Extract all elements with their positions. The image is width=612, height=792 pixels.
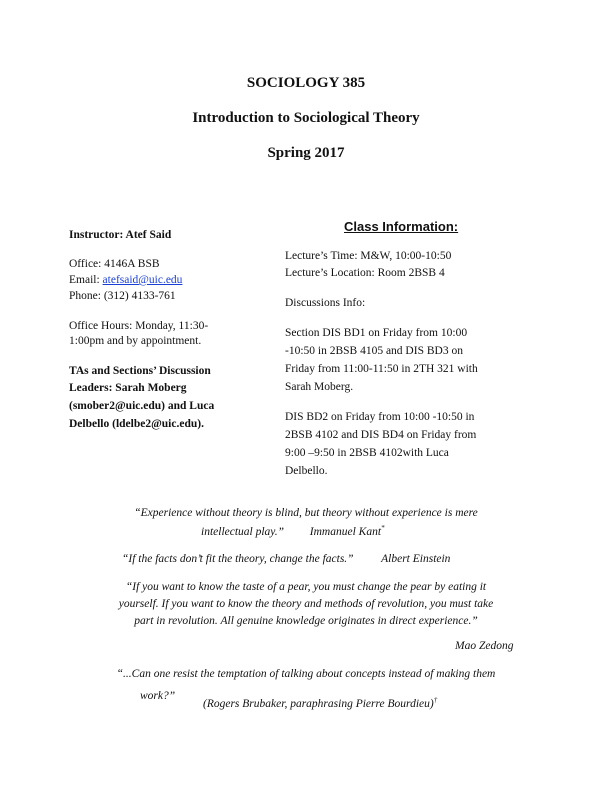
instructor-email-link[interactable]: atefsaid@uic.edu bbox=[102, 274, 183, 286]
quote1-line1: “Experience without theory is blind, but theory without experience is mere bbox=[134, 507, 478, 519]
section1-line3: Friday from 11:00-11:50 in 2TH 321 with bbox=[285, 363, 478, 375]
quote4-author: (Rogers Brubaker, paraphrasing Pierre Bourdieu) bbox=[203, 698, 434, 710]
quote4-attribution bbox=[203, 698, 437, 710]
section1-line4: Sarah Moberg. bbox=[285, 381, 354, 393]
discussions-label: Discussions Info: bbox=[285, 297, 366, 309]
quote4-line1: “...Can one resist the temptation of talking about concepts instead of making them bbox=[116, 668, 496, 680]
quote3-line2: yourself. If you want to know the theory and methods of revolution, you must take bbox=[118, 598, 494, 610]
quote2 bbox=[122, 553, 450, 565]
section2-line4: Delbello. bbox=[285, 465, 328, 477]
quote1-author: Immanuel Kant bbox=[309, 526, 382, 538]
office-hours-line2: 1:00pm and by appointment. bbox=[69, 335, 202, 347]
instructor-label: Instructor: Atef Said bbox=[69, 229, 172, 241]
lecture-location: Lecture’s Location: Room 2BSB 4 bbox=[285, 267, 445, 279]
lecture-time: Lecture’s Time: M&W, 10:00-10:50 bbox=[285, 250, 452, 262]
ta-line2: Leaders: Sarah Moberg bbox=[69, 382, 187, 394]
quote3-author: Mao Zedong bbox=[455, 640, 514, 652]
instructor-email-line bbox=[69, 274, 182, 287]
quote1-text: intellectual play.” bbox=[201, 526, 285, 538]
quote1-footnote-mark: * bbox=[381, 524, 385, 533]
email-label: Email: bbox=[69, 274, 103, 286]
section2-line2: 2BSB 4102 and DIS BD4 on Friday from bbox=[285, 429, 477, 441]
section1-line1: Section DIS BD1 on Friday from 10:00 bbox=[285, 327, 468, 339]
instructor-phone: Phone: (312) 4133-761 bbox=[69, 290, 176, 302]
section1-line2: -10:50 in 2BSB 4105 and DIS BD3 on bbox=[285, 345, 463, 357]
quote2-text: “If the facts don’t fit the theory, change the facts.” bbox=[122, 553, 354, 565]
ta-line1: TAs and Sections’ Discussion bbox=[69, 365, 211, 377]
course-title: Introduction to Sociological Theory bbox=[192, 110, 420, 126]
quote1-line2 bbox=[201, 526, 385, 538]
quote3-line3: part in revolution. All genuine knowledge originates in direct experience.” bbox=[134, 615, 478, 627]
ta-line4: Delbello (ldelbe2@uic.edu). bbox=[69, 418, 204, 430]
section2-line3: 9:00 –9:50 in 2BSB 4102with Luca bbox=[285, 447, 449, 459]
class-info-heading: Class Information: bbox=[344, 219, 459, 234]
course-term: Spring 2017 bbox=[267, 145, 345, 161]
quote4-text: work?” bbox=[140, 690, 176, 702]
section2-line1: DIS BD2 on Friday from 10:00 -10:50 in bbox=[285, 411, 475, 423]
quote3-line1: “If you want to know the taste of a pear, you must change the pear by eating it bbox=[125, 581, 487, 593]
ta-line3: (smober2@uic.edu) and Luca bbox=[69, 400, 215, 412]
quote4-footnote-mark: † bbox=[433, 696, 438, 705]
course-code: SOCIOLOGY 385 bbox=[246, 75, 366, 91]
office-hours-line1: Office Hours: Monday, 11:30- bbox=[69, 320, 209, 332]
instructor-office: Office: 4146A BSB bbox=[69, 258, 160, 270]
quote2-author: Albert Einstein bbox=[381, 553, 451, 565]
